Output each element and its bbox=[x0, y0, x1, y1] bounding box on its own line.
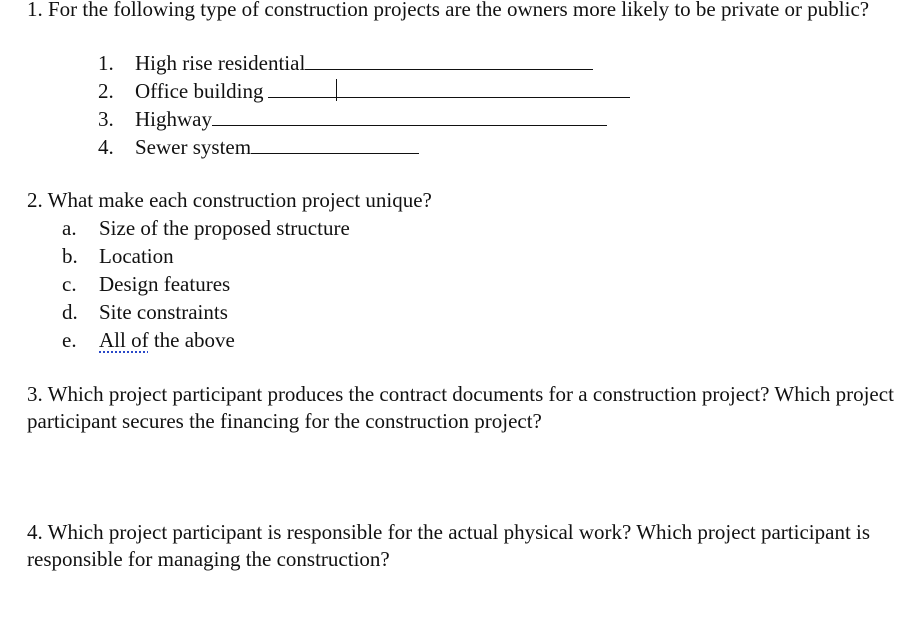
grammar-flagged-text[interactable]: All of bbox=[99, 328, 149, 352]
list-item bbox=[98, 105, 630, 133]
text-cursor bbox=[336, 79, 337, 101]
option-label: Location bbox=[99, 244, 174, 268]
option-label: the above bbox=[148, 328, 235, 352]
answer-blank[interactable] bbox=[251, 133, 419, 154]
list-item bbox=[62, 215, 350, 243]
list-item bbox=[62, 299, 350, 327]
item-number: 1. bbox=[98, 51, 114, 75]
option-letter: c. bbox=[62, 272, 77, 296]
answer-blank[interactable] bbox=[268, 77, 630, 98]
answer-blank[interactable] bbox=[212, 105, 607, 126]
item-number: 3. bbox=[98, 107, 114, 131]
option-letter: e. bbox=[62, 328, 77, 352]
question-1: 1. For the following type of construction projects are the owners more likely to be private or public? bbox=[27, 0, 870, 21]
option-letter: b. bbox=[62, 244, 78, 268]
item-number: 2. bbox=[98, 79, 114, 103]
question-2: 2. What make each construction project unique? bbox=[27, 188, 432, 212]
option-label: Site constraints bbox=[99, 300, 228, 324]
list-item bbox=[62, 327, 350, 355]
list-item bbox=[98, 49, 630, 77]
item-label: High rise residential bbox=[135, 51, 306, 75]
option-letter: d. bbox=[62, 300, 78, 324]
list-item bbox=[62, 243, 350, 271]
item-label: Office building bbox=[135, 79, 264, 103]
question-2-option-list bbox=[62, 215, 350, 355]
list-item bbox=[62, 271, 350, 299]
question-3: 3. Which project participant produces the contract documents for a construction project? Which project participant secures the financing for the construction project? bbox=[27, 382, 894, 433]
question-4: 4. Which project participant is responsible for the actual physical work? Which project participant is responsible for managing the construction? bbox=[27, 520, 871, 571]
option-letter: a. bbox=[62, 216, 77, 240]
list-item bbox=[98, 133, 630, 161]
list-item bbox=[98, 77, 630, 105]
answer-blank[interactable] bbox=[305, 49, 593, 70]
item-label: Highway bbox=[135, 107, 212, 131]
item-number: 4. bbox=[98, 135, 114, 159]
item-label: Sewer system bbox=[135, 135, 252, 159]
option-label: Size of the proposed structure bbox=[99, 216, 350, 240]
option-label: Design features bbox=[99, 272, 231, 296]
question-1-item-list bbox=[98, 49, 630, 161]
